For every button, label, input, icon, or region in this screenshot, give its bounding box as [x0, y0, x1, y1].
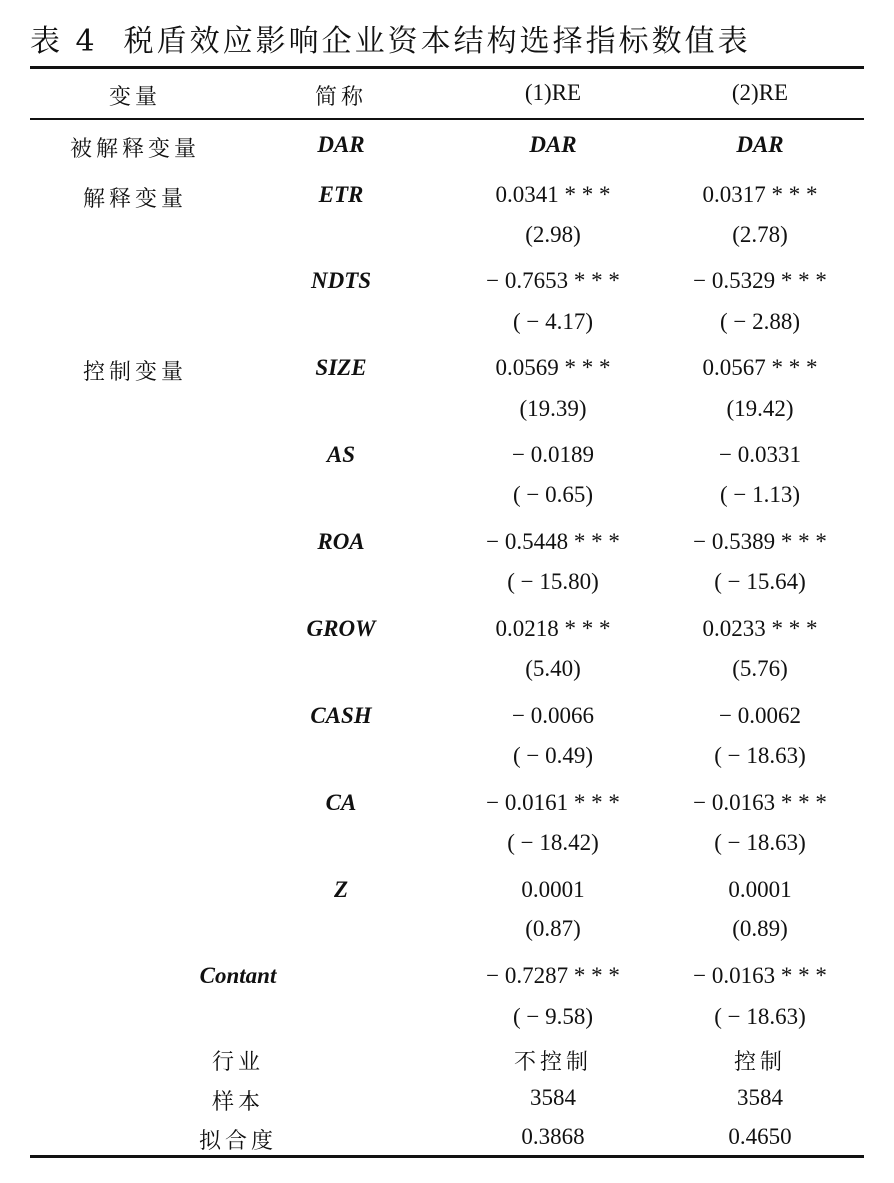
row-value-col1: 0.0341 * * * [495, 182, 611, 207]
row-abbr: Z [333, 877, 349, 902]
footer-label-sample: 样本 [211, 1090, 265, 1115]
row-abbr: CASH [310, 703, 372, 728]
row-value-col1: − 0.7653 * * * [486, 268, 620, 293]
row-tstat-col2: ( − 18.63) [714, 830, 806, 855]
row-value-col2: − 0.0062 [719, 703, 801, 728]
row-value-col2: DAR [736, 132, 784, 157]
header-abbr: 简称 [314, 85, 368, 110]
footer-fit-col1: 0.3868 [521, 1124, 585, 1149]
row-value-col1: − 0.5448 * * * [486, 529, 620, 554]
row-value-col2: 0.0567 * * * [702, 355, 818, 380]
table-title: 税盾效应影响企业资本结构选择指标数值表 [123, 24, 751, 59]
constant-label: Contant [199, 963, 277, 988]
constant-value-col1: − 0.7287 * * * [486, 963, 620, 988]
footer-label-industry: 行业 [211, 1050, 265, 1075]
row-abbr: AS [326, 442, 356, 467]
row-abbr: GROW [306, 616, 376, 641]
row-value-col2: 0.0317 * * * [702, 182, 818, 207]
row-tstat-col2: (5.76) [732, 656, 788, 681]
bottom-rule [30, 1155, 864, 1158]
row-value-col2: 0.0233 * * * [702, 616, 818, 641]
footer-industry-col2: 控制 [733, 1050, 787, 1075]
constant-tstat-col2: ( − 18.63) [714, 1004, 806, 1029]
row-value-col2: − 0.5329 * * * [693, 268, 827, 293]
row-tstat-col1: ( − 4.17) [512, 309, 594, 334]
constant-tstat-col1: ( − 9.58) [512, 1004, 594, 1029]
row-tstat-col1: (5.40) [525, 656, 581, 681]
row-tstat-col1: ( − 18.42) [507, 830, 599, 855]
row-value-col1: − 0.0161 * * * [486, 790, 620, 815]
row-tstat-col1: (2.98) [525, 222, 581, 247]
row-value-col2: − 0.0163 * * * [693, 790, 827, 815]
row-value-col2: 0.0001 [728, 877, 792, 902]
table-number: 表 4 [30, 24, 98, 59]
row-abbr: DAR [317, 132, 365, 157]
row-abbr: NDTS [310, 268, 372, 293]
row-tstat-col1: (0.87) [525, 916, 581, 941]
row-value-col1: 0.0001 [521, 877, 585, 902]
footer-label-fit: 拟合度 [198, 1129, 278, 1154]
constant-value-col2: − 0.0163 * * * [693, 963, 827, 988]
table-caption [30, 16, 751, 60]
row-tstat-col2: ( − 1.13) [719, 482, 801, 507]
row-tstat-col1: ( − 15.80) [507, 569, 599, 594]
row-tstat-col1: ( − 0.49) [512, 743, 594, 768]
row-abbr: ETR [318, 182, 364, 207]
row-value-col2: − 0.0331 [719, 442, 801, 467]
row-value-col2: − 0.5389 * * * [693, 529, 827, 554]
row-tstat-col2: (19.42) [726, 396, 794, 421]
row-abbr: SIZE [315, 355, 367, 380]
footer-industry-col1: 不控制 [513, 1050, 593, 1075]
header-col2: (2)RE [731, 80, 789, 105]
row-value-col1: 0.0218 * * * [495, 616, 611, 641]
row-tstat-col1: (19.39) [519, 396, 587, 421]
footer-fit-col2: 0.4650 [728, 1124, 792, 1149]
row-tstat-col2: (2.78) [732, 222, 788, 247]
row-label: 被解释变量 [69, 137, 201, 162]
header-variable: 变量 [108, 85, 162, 110]
row-tstat-col2: (0.89) [732, 916, 788, 941]
row-tstat-col2: ( − 15.64) [714, 569, 806, 594]
top-rule [30, 66, 864, 69]
row-tstat-col2: ( − 18.63) [714, 743, 806, 768]
row-label: 控制变量 [82, 360, 188, 385]
row-label: 解释变量 [82, 187, 188, 212]
row-value-col1: 0.0569 * * * [495, 355, 611, 380]
header-rule [30, 118, 864, 120]
row-tstat-col2: ( − 2.88) [719, 309, 801, 334]
row-tstat-col1: ( − 0.65) [512, 482, 594, 507]
footer-sample-col2: 3584 [737, 1085, 783, 1110]
row-value-col1: − 0.0189 [512, 442, 594, 467]
row-abbr: CA [325, 790, 357, 815]
row-value-col1: − 0.0066 [512, 703, 594, 728]
row-abbr: ROA [317, 529, 365, 554]
footer-sample-col1: 3584 [530, 1085, 576, 1110]
row-value-col1: DAR [529, 132, 577, 157]
header-col1: (1)RE [524, 80, 582, 105]
